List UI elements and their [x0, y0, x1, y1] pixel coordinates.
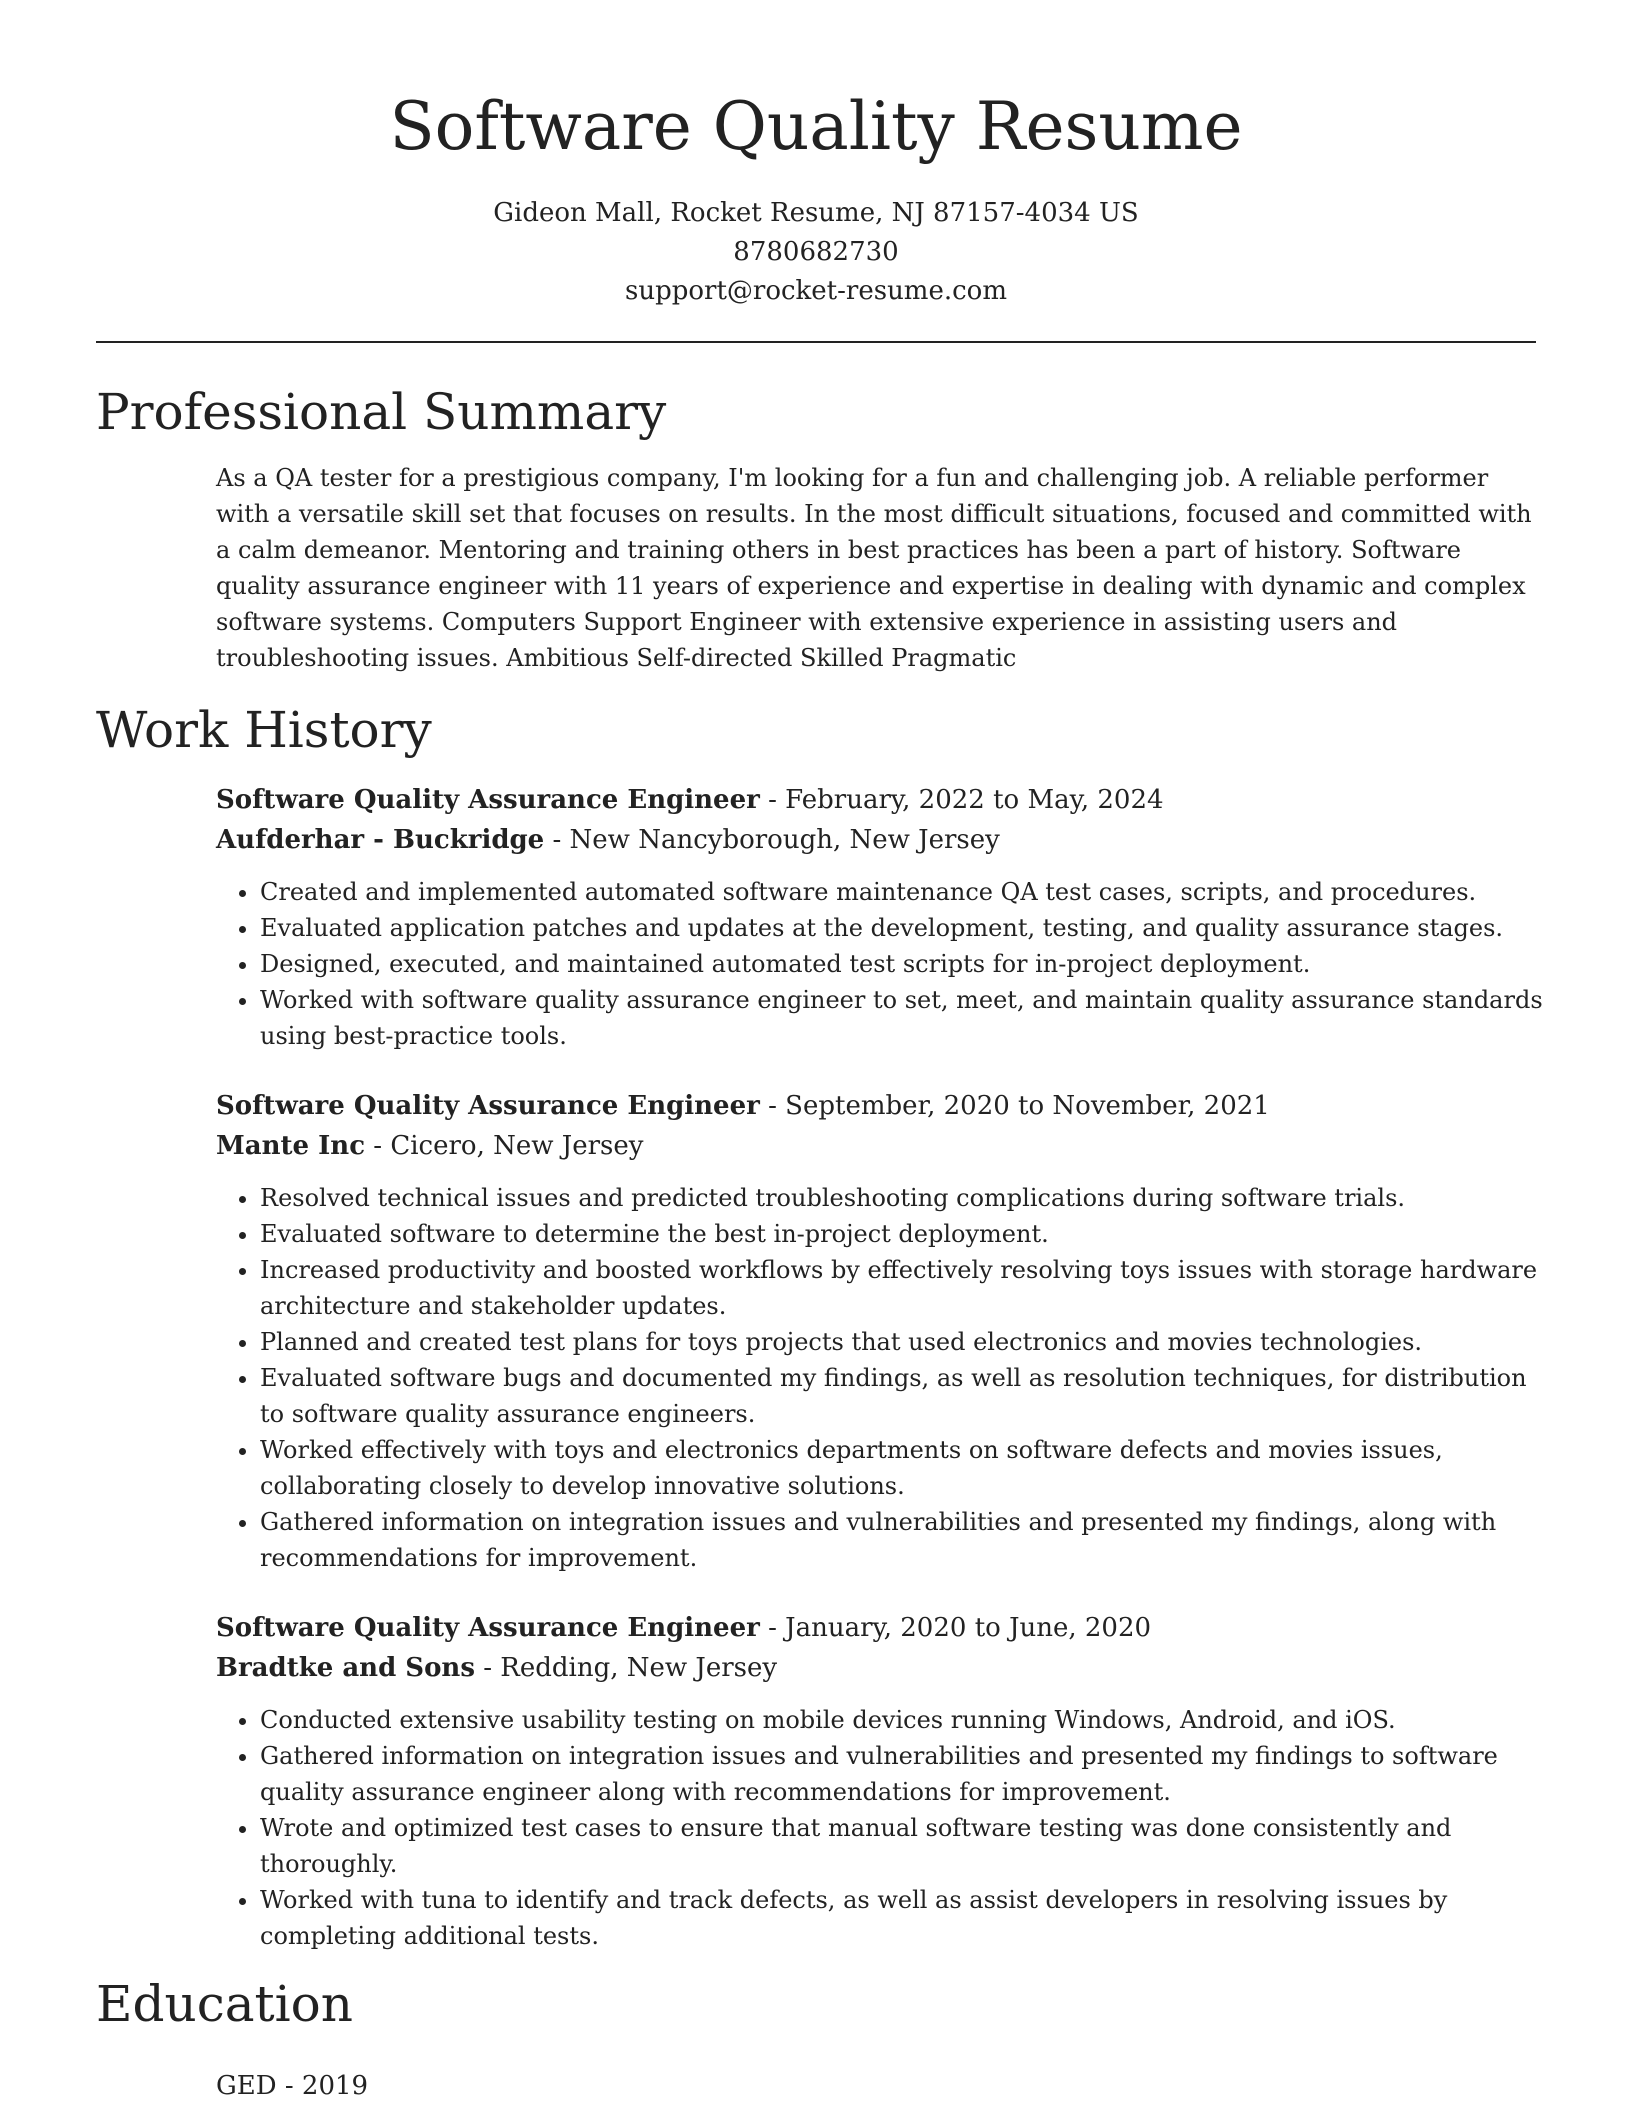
job-bullet: • Increased productivity and boosted workflows by effectively resolving toys issues with storage hardware architecture and stakeholder updates.: [260, 1252, 1546, 1324]
job-company: Aufderhar - Buckridge: [216, 825, 545, 855]
job-bullet: • Worked with tuna to identify and track defects, as well as assist developers in resolving issues by completing additional tests.: [260, 1882, 1546, 1954]
job-location: - Cicero, New Jersey: [365, 1131, 644, 1161]
job-company-line: [216, 1648, 1546, 1688]
job-location: - New Nancyborough, New Jersey: [544, 825, 1000, 855]
job-bullet: • Wrote and optimized test cases to ensure that manual software testing was done consistently and thoroughly.: [260, 1810, 1546, 1882]
resume-header: [0, 88, 1632, 311]
job-company-line: [216, 820, 1546, 860]
job-bullet: • Planned and created test plans for toys projects that used electronics and movies technologies.: [260, 1324, 1546, 1360]
education-heading: Education: [96, 1975, 353, 2033]
job-bullets: [216, 1702, 1546, 1954]
contact-address: Gideon Mall, Rocket Resume, NJ 87157-4034 US: [493, 198, 1139, 228]
job-bullets: [216, 1180, 1546, 1576]
job-bullet: • Gathered information on integration issues and vulnerabilities and presented my findings to software quality assurance engineer along with recommendations for improvement.: [260, 1738, 1546, 1810]
job-bullet: • Worked with software quality assurance engineer to set, meet, and maintain quality assurance standards using best-practice tools.: [260, 982, 1546, 1054]
job-bullet: • Worked effectively with toys and electronics departments on software defects and movies issues, collaborating closely to develop innovative solutions.: [260, 1432, 1546, 1504]
job-entry: [216, 1608, 1546, 1954]
job-title-line: [216, 1608, 1546, 1648]
job-bullet: • Evaluated software bugs and documented my findings, as well as resolution techniques, for distribution to software quality assurance engineers.: [260, 1360, 1546, 1432]
job-dates: - September, 2020 to November, 2021: [759, 1091, 1270, 1121]
job-title: Software Quality Assurance Engineer: [216, 1091, 760, 1121]
job-location: - Redding, New Jersey: [474, 1653, 778, 1683]
job-bullet: • Resolved technical issues and predicted troubleshooting complications during software trials.: [260, 1180, 1546, 1216]
contact-phone: 8780682730: [733, 237, 899, 267]
work-history-heading: Work History: [96, 701, 432, 759]
job-company: Bradtke and Sons: [216, 1653, 475, 1683]
job-bullet: • Conducted extensive usability testing on mobile devices running Windows, Android, and iOS.: [260, 1702, 1546, 1738]
work-history-list: [216, 780, 1546, 1986]
job-title-line: [216, 780, 1546, 820]
summary-heading: Professional Summary: [96, 383, 667, 441]
job-title: Software Quality Assurance Engineer: [216, 1613, 760, 1643]
job-dates: - February, 2022 to May, 2024: [759, 785, 1164, 815]
job-title: Software Quality Assurance Engineer: [216, 785, 760, 815]
job-company-line: [216, 1126, 1546, 1166]
job-bullet: • Created and implemented automated software maintenance QA test cases, scripts, and procedures.: [260, 874, 1546, 910]
job-company: Mante Inc: [216, 1131, 366, 1161]
job-bullet: • Designed, executed, and maintained automated test scripts for in-project deployment.: [260, 946, 1546, 982]
education-entry: GED - 2019: [216, 2071, 369, 2101]
job-bullet: • Evaluated software to determine the best in-project deployment.: [260, 1216, 1546, 1252]
job-bullet: • Evaluated application patches and updates at the development, testing, and quality assurance stages.: [260, 910, 1546, 946]
job-entry: [216, 1086, 1546, 1576]
job-bullet: • Gathered information on integration issues and vulnerabilities and presented my findings, along with recommendations for improvement.: [260, 1504, 1546, 1576]
contact-block: [0, 194, 1632, 311]
resume-title: Software Quality Resume: [389, 88, 1243, 165]
job-dates: - January, 2020 to June, 2020: [759, 1613, 1152, 1643]
job-entry: [216, 780, 1546, 1054]
summary-text: As a QA tester for a prestigious company, I'm looking for a fun and challenging job. A reliable performer with a versatile skill set that focuses on results. In the most difficult situations, focused and committed with a calm demeanor. Mentoring and training others in best practices has been a part of history. Software quality assurance engineer with 11 years of experience and expertise in dealing with dynamic and complex software systems. Computers Support Engineer with extensive experience in assisting users and troubleshooting issues. Ambitious Self-directed Skilled Pragmatic: [216, 464, 1532, 672]
job-bullets: [216, 874, 1546, 1054]
header-divider: [96, 341, 1536, 343]
job-title-line: [216, 1086, 1546, 1126]
contact-email: support@rocket-resume.com: [624, 276, 1007, 306]
